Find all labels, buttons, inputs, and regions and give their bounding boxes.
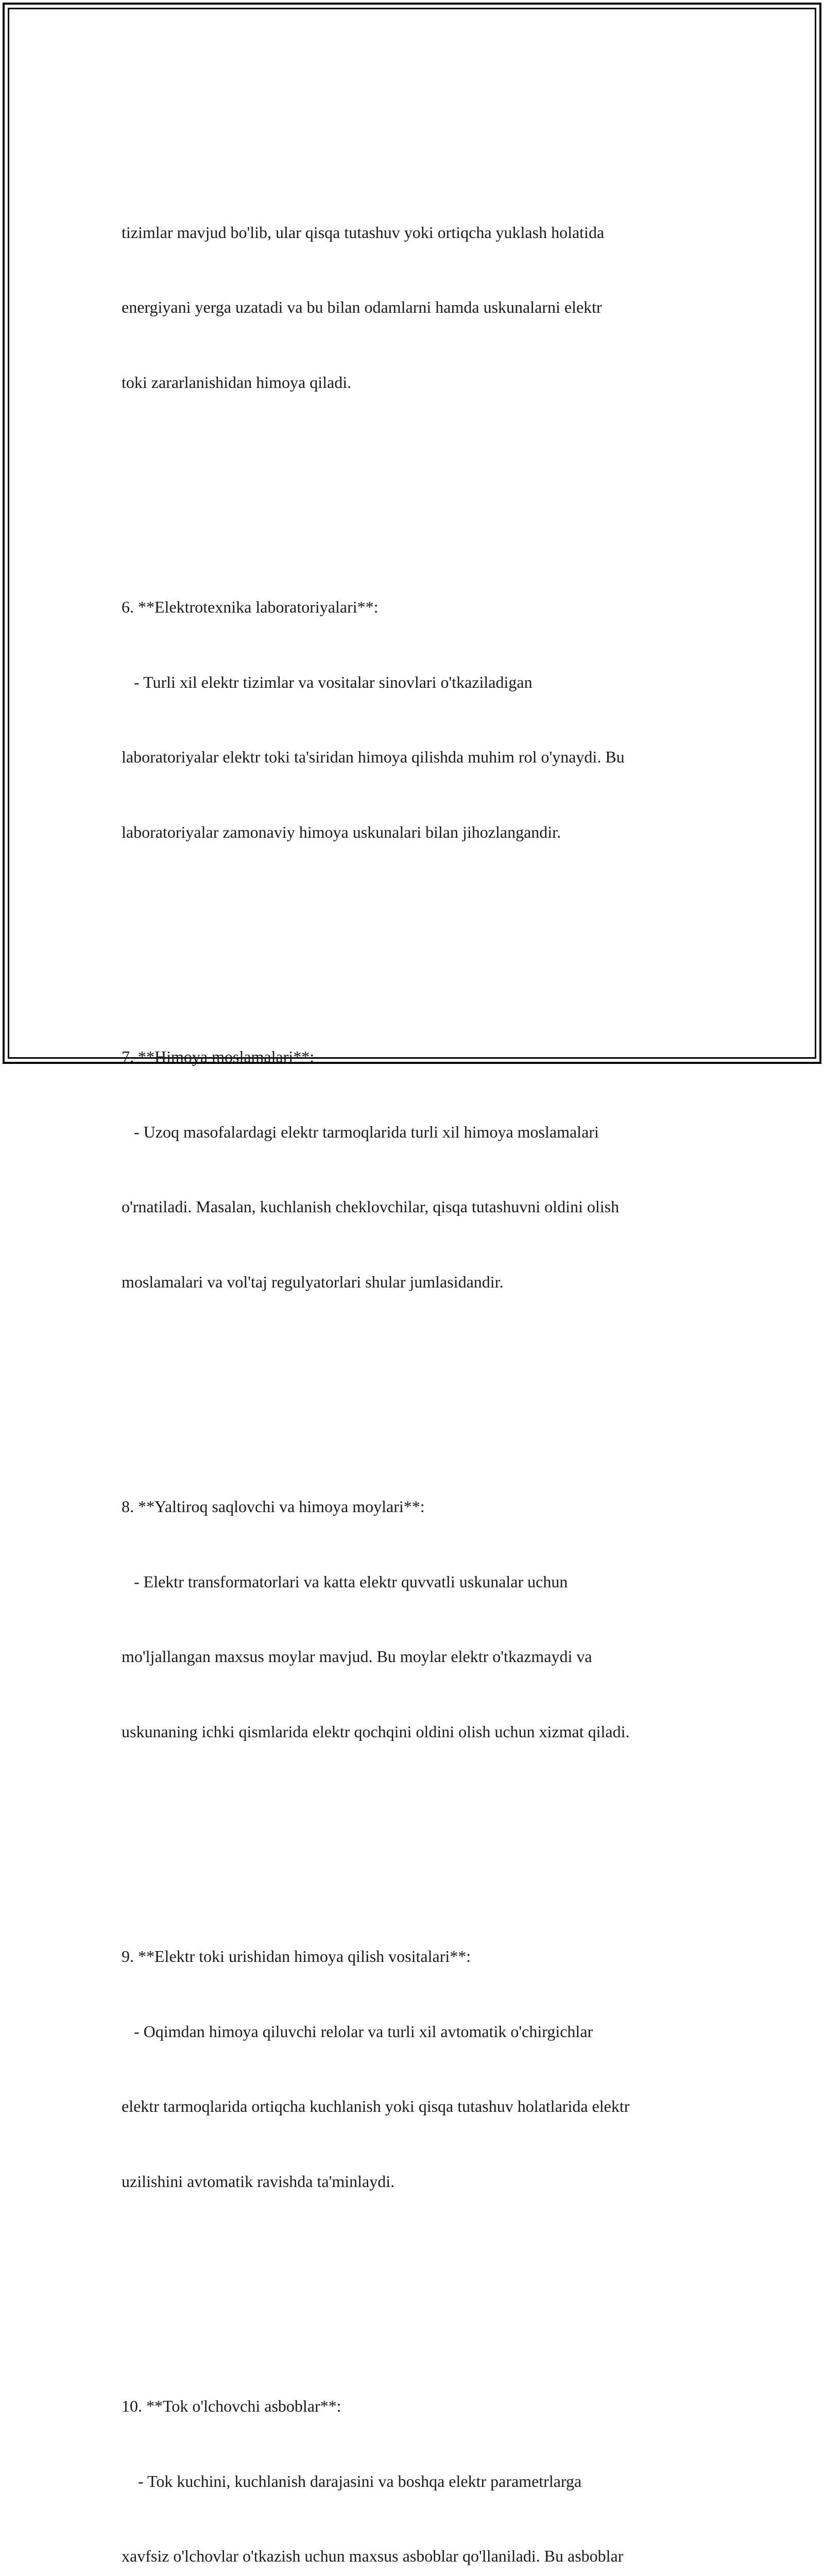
list-item-10 <box>122 2344 714 2576</box>
text-line: tizimlar mavjud bo'lib, ular qisqa tutashuv yoki ortiqcha yuklash holatida <box>122 223 605 242</box>
text-line: - Uzoq masofalardagi elektr tarmoqlarida turli xil himoya moslamalari <box>122 1122 599 1141</box>
item-heading: 6. **Elektrotexnika laboratoriyalari**: <box>122 598 379 616</box>
text-line: - Tok kuchini, kuchlanish darajasini va boshqa elektr parametrlarga <box>122 2471 582 2490</box>
text-line: uskunaning ichki qismlarida elektr qochqini oldini olish uchun xizmat qiladi. <box>122 1722 630 1741</box>
item-heading: 7. **Himoya moslamalari**: <box>122 1047 315 1066</box>
text-line: - Elektr transformatorlari va katta elektr quvvatli uskunalar uchun <box>122 1572 568 1591</box>
continuation-paragraph <box>122 170 714 445</box>
text-line: laboratoriyalar elektr toki ta'siridan himoya qilishda muhim rol o'ynaydi. Bu <box>122 748 625 766</box>
item-heading: 10. **Tok o'lchovchi asboblar**: <box>122 2397 341 2415</box>
text-line: o'rnatiladi. Masalan, kuchlanish cheklovchilar, qisqa tutashuvni oldini olish <box>122 1197 620 1216</box>
list-item-7 <box>122 994 714 1344</box>
text-line: toki zararlanishidan himoya qiladi. <box>122 372 352 392</box>
list-item-8 <box>122 1444 714 1794</box>
text-line: - Oqimdan himoya qiluvchi relolar va turli xil avtomatik o'chirgichlar <box>122 2022 593 2041</box>
list-item-9 <box>122 1894 714 2244</box>
text-line: elektr tarmoqlarida ortiqcha kuchlanish yoki qisqa tutashuv holatlarida elektr <box>122 2097 630 2115</box>
list-item-6 <box>122 545 714 894</box>
document-body <box>122 95 714 2576</box>
text-line: xavfsiz o'lchovlar o'tkazish uchun maxsus asboblar qo'llaniladi. Bu asboblar <box>122 2547 624 2565</box>
item-heading: 8. **Yaltiroq saqlovchi va himoya moylari**: <box>122 1497 425 1516</box>
text-line: laboratoriyalar zamonaviy himoya uskunalari bilan jihozlangandir. <box>122 822 561 841</box>
text-line: mo'ljallangan maxsus moylar mavjud. Bu moylar elektr o'tkazmaydi va <box>122 1647 592 1666</box>
item-heading: 9. **Elektr toki urishidan himoya qilish vositalari**: <box>122 1947 471 1965</box>
text-line: uzilishini avtomatik ravishda ta'minlaydi. <box>122 2172 395 2191</box>
text-line: - Turli xil elektr tizimlar va vositalar sinovlari o'tkaziladigan <box>122 672 533 691</box>
text-line: energiyani yerga uzatadi va bu bilan odamlarni hamda uskunalarni elektr <box>122 298 602 316</box>
text-line: moslamalari va vol'taj regulyatorlari shular jumlasidandir. <box>122 1272 504 1291</box>
